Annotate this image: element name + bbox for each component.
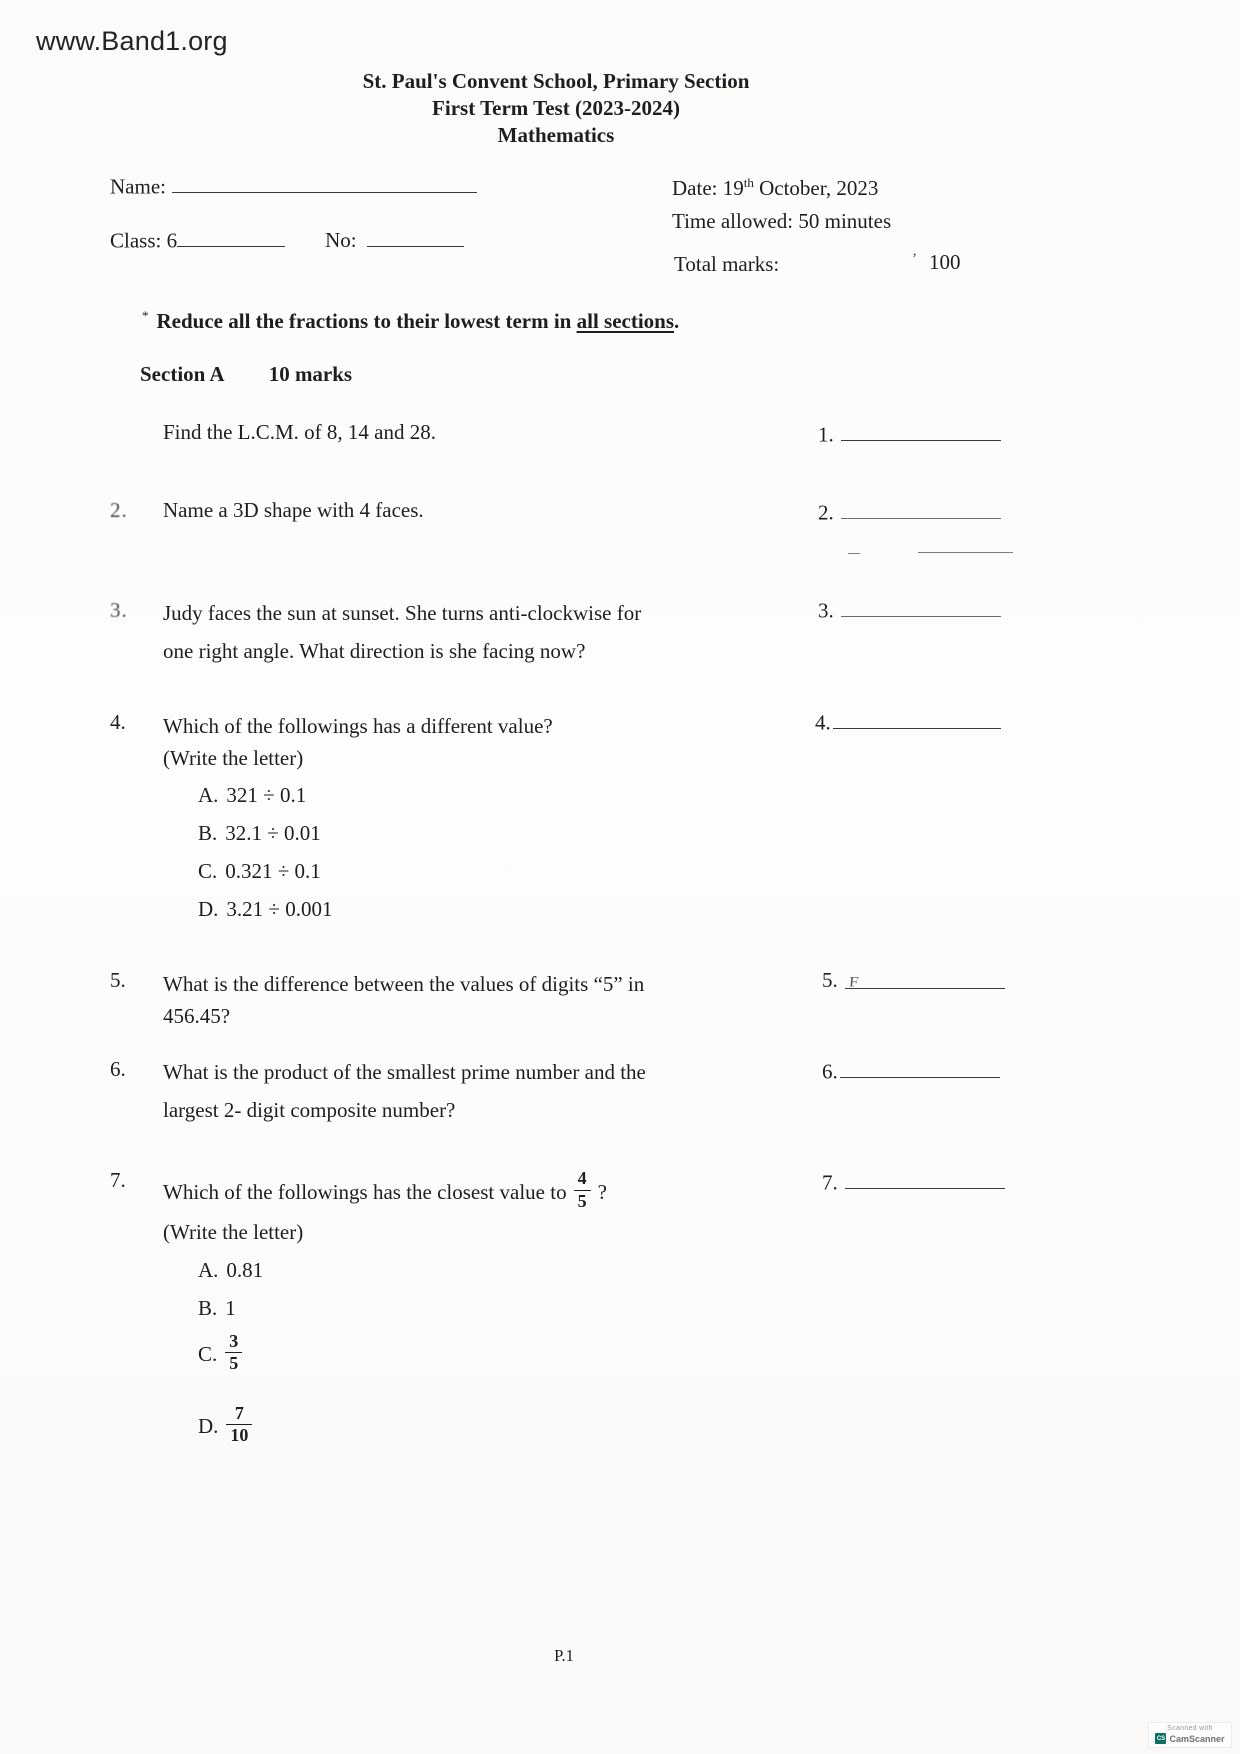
- question-5-text: What is the difference between the values of digits “5” in 456.45?: [163, 972, 645, 1028]
- name-label: Name:: [110, 174, 166, 199]
- total-marks-value: ’ 100: [912, 250, 961, 274]
- answer-number: 6.: [822, 1059, 838, 1084]
- badge-line2: CamScanner: [1169, 1733, 1225, 1744]
- subject-title: Mathematics: [497, 123, 615, 147]
- paper-header: [64, 68, 1048, 149]
- option-row: D. 3.21 ÷ 0.001: [198, 897, 333, 921]
- question-7-note: (Write the letter): [163, 1220, 304, 1244]
- answer-line: [845, 1168, 1005, 1189]
- no-label: No:: [325, 228, 357, 253]
- fraction: $\frac{3}{5}$: [225, 1332, 242, 1374]
- question-7-text: Which of the followings has the closest value to $\frac{4}{5}$ ?: [163, 1168, 607, 1211]
- class-label: Class: 6: [110, 228, 178, 253]
- class-blank-line: [177, 226, 285, 247]
- question-2-text: Name a 3D shape with 4 faces.: [163, 498, 424, 522]
- camscanner-icon: CS: [1155, 1733, 1166, 1744]
- answer-line: [841, 596, 1001, 617]
- date-line: Date: 19th October, 2023: [672, 175, 879, 200]
- question-4-number: 4.: [110, 710, 126, 734]
- answer-slot-2: [818, 498, 1001, 525]
- option-row: C. 0.321 ÷ 0.1: [198, 859, 321, 883]
- answer-line: [840, 1057, 1000, 1078]
- general-instruction: * Reduce all the fractions to their lowest term in all sections.: [142, 308, 680, 333]
- answer-number: 2.: [818, 500, 834, 525]
- option-value: 1: [225, 1296, 236, 1320]
- option-row: B. 32.1 ÷ 0.01: [198, 821, 321, 845]
- answer-slot-1: [818, 420, 1001, 447]
- option-row: C. $\frac{3}{5}$: [198, 1334, 242, 1376]
- school-name: St. Paul's Convent School, Primary Section: [362, 69, 750, 93]
- option-row: D. $\frac{7}{10}$: [198, 1406, 252, 1448]
- answer-slot-4: [815, 708, 1001, 735]
- question-1-text: Find the L.C.M. of 8, 14 and 28.: [163, 420, 436, 444]
- option-value: 32.1 ÷ 0.01: [225, 821, 321, 845]
- no-blank-line: [367, 226, 464, 247]
- question-6-text: What is the product of the smallest prime number and the largest 2- digit composite number?: [163, 1060, 646, 1122]
- time-allowed-line: Time allowed: 50 minutes: [672, 209, 892, 233]
- question-3-text: Judy faces the sun at sunset. She turns anti-clockwise for one right angle. What direction is she facing now?: [163, 601, 642, 663]
- option-row: A. 321 ÷ 0.1: [198, 783, 307, 807]
- question-2-number: 2.: [110, 498, 128, 522]
- option-value: 3.21 ÷ 0.001: [226, 897, 333, 921]
- answer-slot-3: [818, 596, 1001, 623]
- question-4-text: Which of the followings has a different value? (Write the letter): [163, 714, 553, 770]
- fraction: $\frac{7}{10}$: [226, 1404, 252, 1446]
- total-marks-label: Total marks:: [674, 252, 780, 276]
- camscanner-badge: [1148, 1722, 1232, 1748]
- option-value: 321 ÷ 0.1: [226, 783, 307, 807]
- stray-line-segment: [848, 553, 860, 554]
- badge-line1: Scanned with: [1167, 1725, 1213, 1732]
- answer-slot-7: [822, 1168, 1005, 1195]
- answer-number: 5.: [822, 968, 838, 992]
- question-7-number: 7.: [110, 1168, 126, 1192]
- date-time-block: [672, 166, 891, 238]
- answer-line: [841, 420, 1001, 441]
- answer-number: 4.: [815, 710, 831, 735]
- stray-line-segment: [918, 552, 1013, 553]
- answer-number: 1.: [818, 422, 834, 447]
- answer-slot-6: [822, 1057, 1000, 1084]
- page-number: P.1: [554, 1646, 574, 1665]
- question-4-options: [198, 776, 332, 928]
- section-title: Section A: [140, 362, 224, 386]
- question-6-number: 6.: [110, 1057, 126, 1081]
- section-marks: 10 marks: [268, 362, 353, 386]
- answer-line: [841, 498, 1001, 519]
- asterisk-icon: *: [142, 308, 149, 323]
- answer-line: [833, 708, 1001, 729]
- option-row: B. 1: [198, 1296, 236, 1320]
- fraction: $\frac{4}{5}$: [574, 1169, 591, 1211]
- answer-number: 3.: [818, 598, 834, 623]
- answer-number: 7.: [822, 1170, 838, 1195]
- class-no-row: [110, 226, 464, 253]
- stray-pen-mark: ’: [912, 251, 917, 267]
- option-value: 0.81: [226, 1258, 264, 1282]
- section-heading: [140, 362, 352, 387]
- test-title: First Term Test (2023-2024): [432, 96, 680, 120]
- option-row: A. 0.81: [198, 1258, 264, 1282]
- name-blank-line: [172, 172, 477, 193]
- question-5-number: 5.: [110, 968, 126, 992]
- question-3-number: 3.: [110, 598, 128, 622]
- name-row: [110, 172, 477, 199]
- watermark: www.Band1.org: [36, 26, 228, 56]
- answer-line: [845, 968, 1005, 989]
- answer-slot-5: [822, 968, 1005, 993]
- option-value: 0.321 ÷ 0.1: [225, 859, 321, 883]
- pencil-mark: F: [848, 973, 859, 990]
